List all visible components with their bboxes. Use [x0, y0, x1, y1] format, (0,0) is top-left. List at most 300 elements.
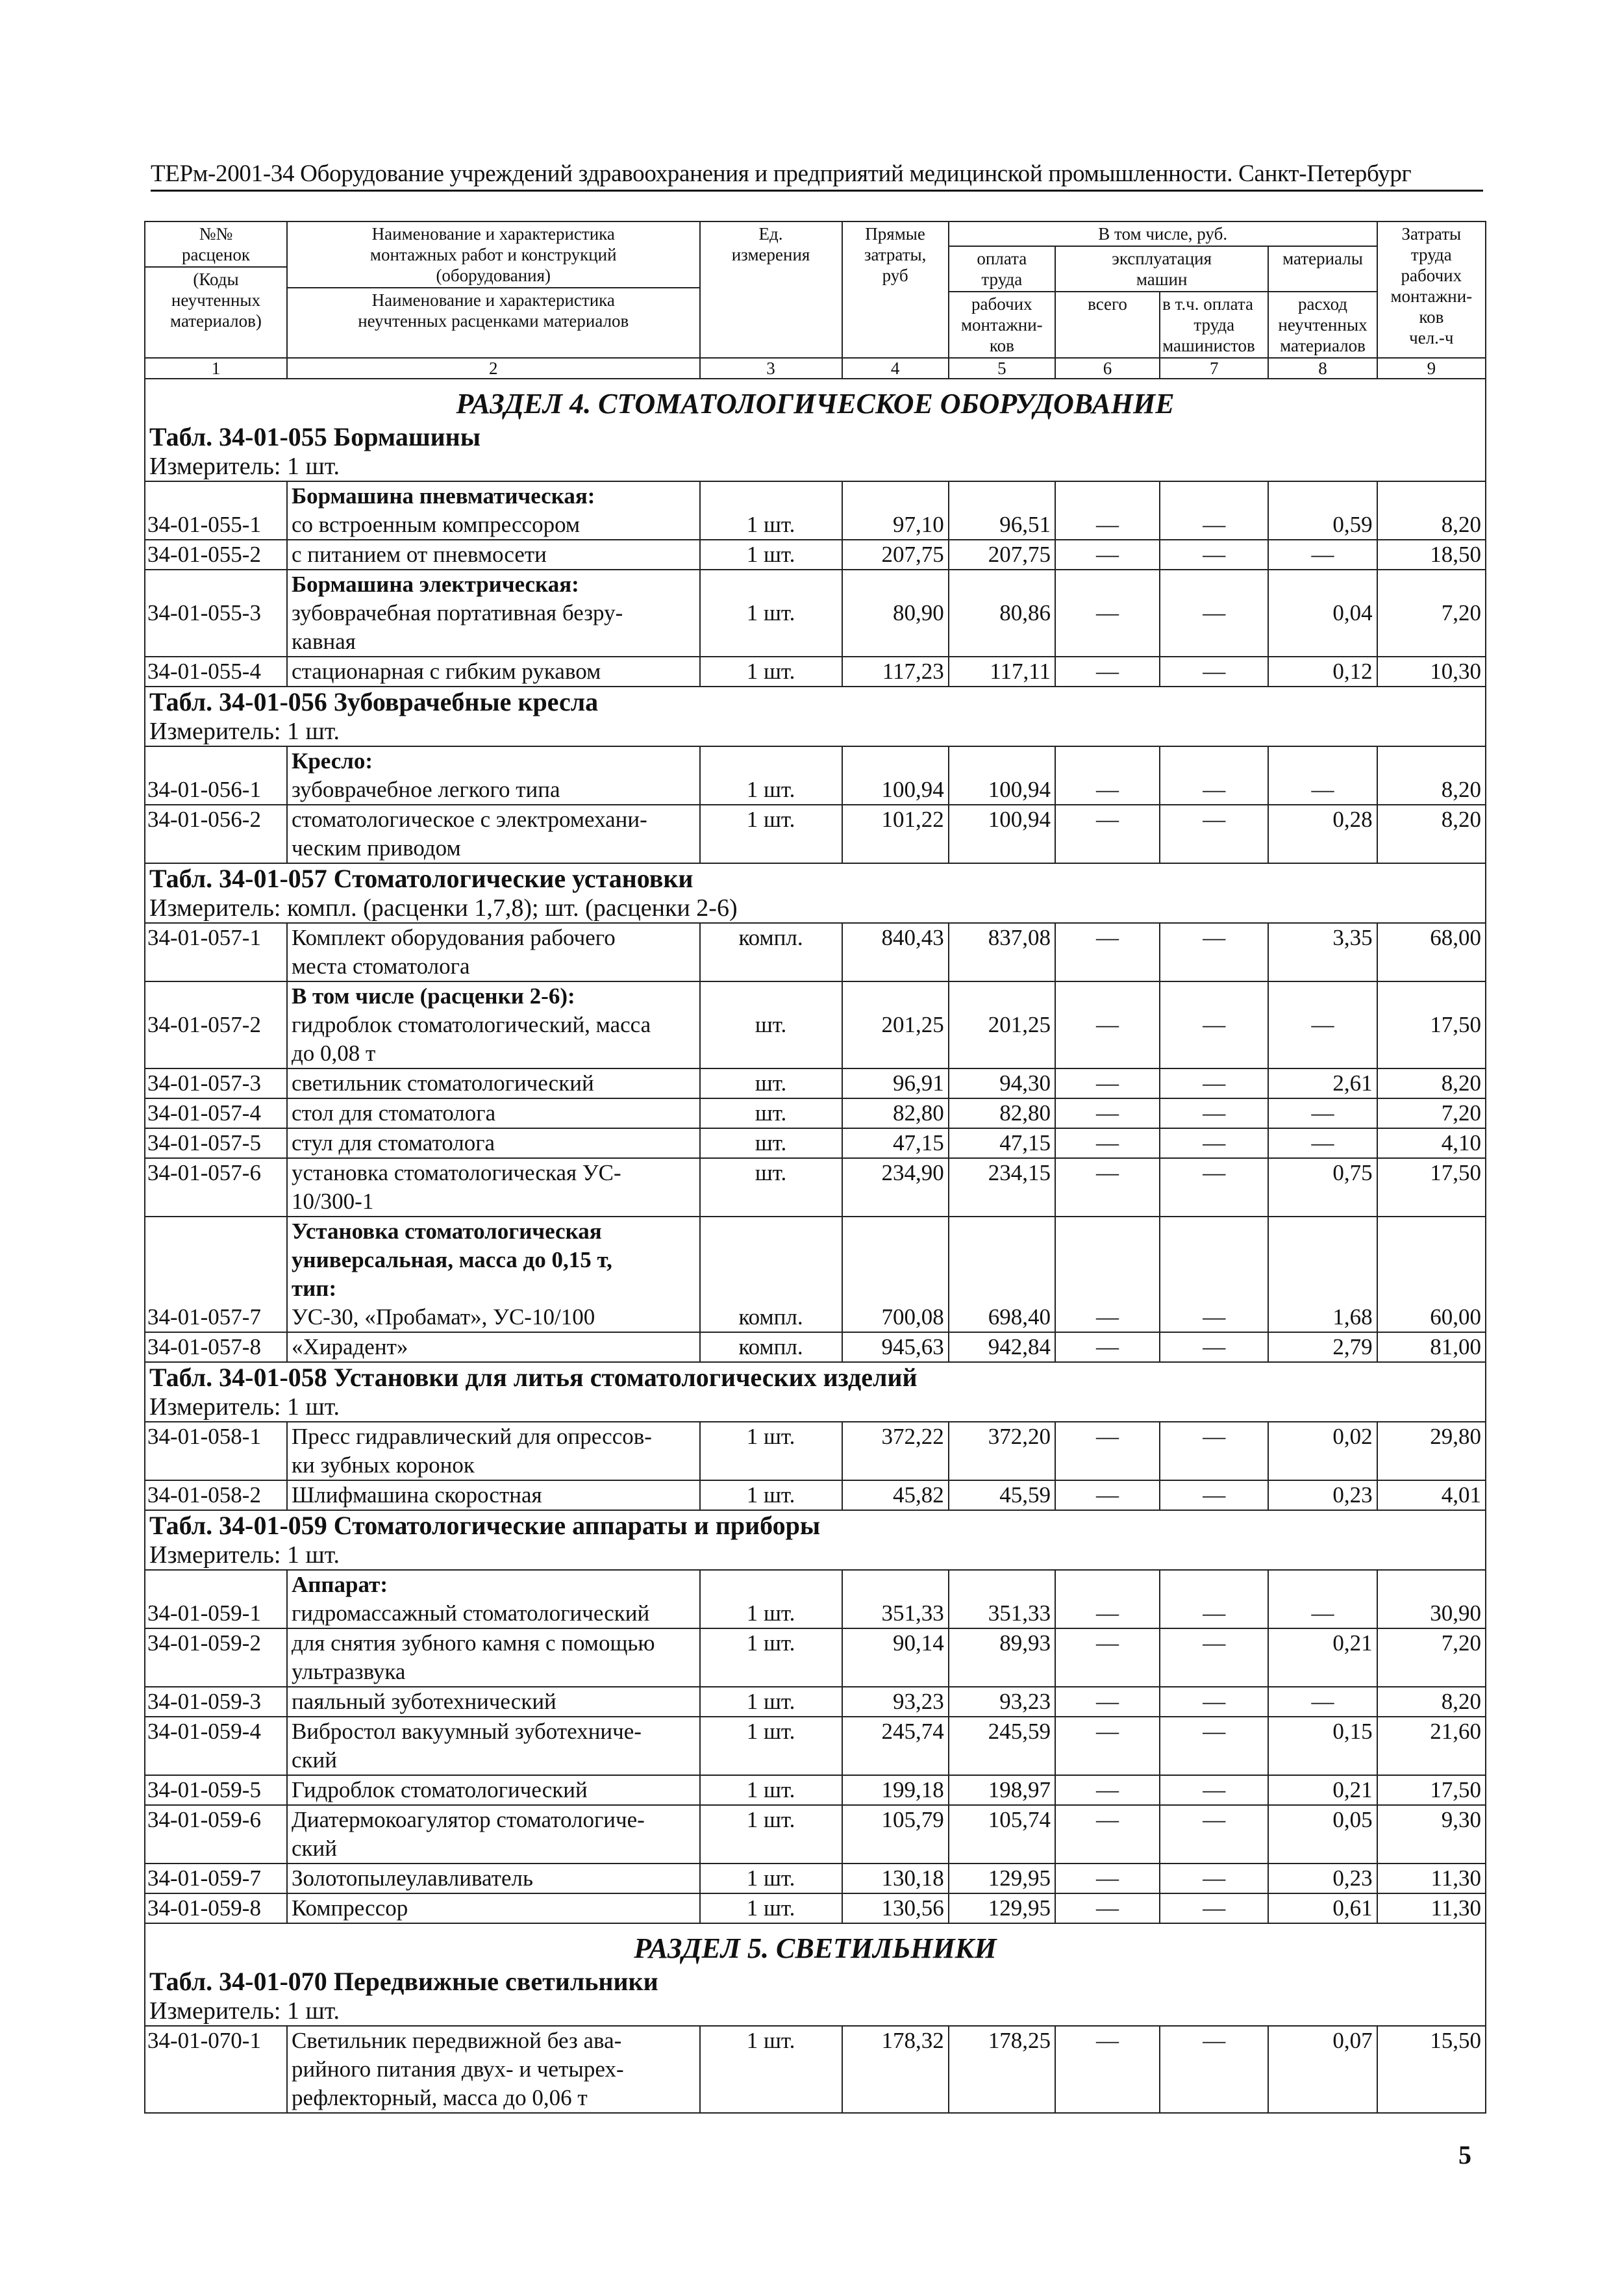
- row-pay: 47,15: [949, 1128, 1055, 1158]
- row-pay: 201,25: [949, 981, 1055, 1068]
- row-mach-pay: —: [1160, 1893, 1268, 1923]
- row-labor: 9,30: [1377, 1805, 1486, 1864]
- row-direct: 45,82: [842, 1480, 949, 1510]
- col-header-code: №№ расценок (Коды неучтенных материалов): [145, 221, 287, 358]
- row-pay: 96,51: [949, 481, 1055, 540]
- row-labor: 30,90: [1377, 1570, 1486, 1628]
- col-number: 9: [1377, 358, 1486, 379]
- row-code: 34-01-056-2: [145, 805, 287, 863]
- row-mach-pay: —: [1160, 1864, 1268, 1893]
- table-row: [145, 1717, 1486, 1775]
- row-mat: 0,21: [1268, 1628, 1377, 1687]
- table-row: [145, 1775, 1486, 1805]
- row-unit: компл.: [700, 1332, 842, 1362]
- col-header-unit: Ед. измерения: [700, 221, 842, 358]
- row-code: 34-01-057-2: [145, 981, 287, 1068]
- row-mat: 0,23: [1268, 1864, 1377, 1893]
- col-number: 7: [1160, 358, 1268, 379]
- row-name: светильник стоматологический: [287, 1068, 700, 1098]
- table-row: [145, 1687, 1486, 1717]
- row-name: «Хирадент»: [287, 1332, 700, 1362]
- row-unit: компл.: [700, 923, 842, 981]
- row-unit: 1 шт.: [700, 1422, 842, 1480]
- row-pay: 372,20: [949, 1422, 1055, 1480]
- row-code: 34-01-058-1: [145, 1422, 287, 1480]
- row-mat: 2,61: [1268, 1068, 1377, 1098]
- row-unit: 1 шт.: [700, 570, 842, 657]
- row-mach-pay: —: [1160, 1717, 1268, 1775]
- row-labor: 15,50: [1377, 2026, 1486, 2113]
- row-labor: 81,00: [1377, 1332, 1486, 1362]
- row-labor: 7,20: [1377, 570, 1486, 657]
- row-unit: 1 шт.: [700, 1864, 842, 1893]
- row-pay: 100,94: [949, 746, 1055, 805]
- row-code: 34-01-070-1: [145, 2026, 287, 2113]
- row-name: Золотопылеулавливатель: [287, 1864, 700, 1893]
- row-direct: 207,75: [842, 540, 949, 570]
- row-labor: 11,30: [1377, 1864, 1486, 1893]
- row-unit: 1 шт.: [700, 540, 842, 570]
- row-labor: 17,50: [1377, 1158, 1486, 1217]
- col-header-labor-pay: оплата труда рабочих монтажни- ков: [949, 246, 1055, 358]
- row-mach-pay: —: [1160, 481, 1268, 540]
- col-number: 1: [145, 358, 287, 379]
- row-labor: 7,20: [1377, 1098, 1486, 1128]
- table-row: [145, 657, 1486, 687]
- table-row: [145, 1893, 1486, 1923]
- row-code: 34-01-055-3: [145, 570, 287, 657]
- row-mach-total: —: [1055, 1628, 1160, 1687]
- table-measure: Измеритель: 1 шт.: [149, 1997, 340, 2025]
- row-mach-pay: —: [1160, 1805, 1268, 1864]
- row-mach-pay: —: [1160, 746, 1268, 805]
- row-labor: 4,01: [1377, 1480, 1486, 1510]
- row-mach-total: —: [1055, 1128, 1160, 1158]
- row-mach-total: —: [1055, 1098, 1160, 1128]
- row-mat: 1,68: [1268, 1217, 1377, 1332]
- table-measure: Измеритель: компл. (расценки 1,7,8); шт. (расценки 2-6): [149, 894, 738, 922]
- table-row: [145, 1332, 1486, 1362]
- row-name: Бормашина пневматическая: со встроенным компрессором: [287, 481, 700, 540]
- row-unit: 1 шт.: [700, 481, 842, 540]
- row-name: паяльный зуботехнический: [287, 1687, 700, 1717]
- table-caption: [145, 1362, 1486, 1422]
- row-unit: шт.: [700, 1068, 842, 1098]
- table-row: [145, 1570, 1486, 1628]
- row-labor: 21,60: [1377, 1717, 1486, 1775]
- row-mach-pay: —: [1160, 923, 1268, 981]
- row-labor: 29,80: [1377, 1422, 1486, 1480]
- row-direct: 372,22: [842, 1422, 949, 1480]
- table-caption: [145, 1510, 1486, 1570]
- row-direct: 47,15: [842, 1128, 949, 1158]
- row-mach-pay: —: [1160, 1628, 1268, 1687]
- row-code: 34-01-059-1: [145, 1570, 287, 1628]
- row-direct: 90,14: [842, 1628, 949, 1687]
- table-row: [145, 1805, 1486, 1864]
- row-pay: 198,97: [949, 1775, 1055, 1805]
- col-header-labor: Затраты труда рабочих монтажни- ков чел.-ч: [1377, 221, 1486, 358]
- table-caption: [145, 863, 1486, 923]
- row-direct: 101,22: [842, 805, 949, 863]
- row-code: 34-01-059-5: [145, 1775, 287, 1805]
- row-name: В том числе (расценки 2-6): гидроблок стоматологический, масса до 0,08 т: [287, 981, 700, 1068]
- row-mat: 0,02: [1268, 1422, 1377, 1480]
- row-mach-pay: —: [1160, 540, 1268, 570]
- row-mat: 0,15: [1268, 1717, 1377, 1775]
- row-unit: шт.: [700, 1128, 842, 1158]
- row-pay: 100,94: [949, 805, 1055, 863]
- row-code: 34-01-056-1: [145, 746, 287, 805]
- row-pay: 698,40: [949, 1217, 1055, 1332]
- row-name: с питанием от пневмосети: [287, 540, 700, 570]
- row-direct: 700,08: [842, 1217, 949, 1332]
- row-name: Шлифмашина скоростная: [287, 1480, 700, 1510]
- row-mat: 0,59: [1268, 481, 1377, 540]
- row-direct: 201,25: [842, 981, 949, 1068]
- row-unit: шт.: [700, 1158, 842, 1217]
- row-name: для снятия зубного камня с помощью ультразвука: [287, 1628, 700, 1687]
- row-mach-pay: —: [1160, 1068, 1268, 1098]
- row-code: 34-01-057-8: [145, 1332, 287, 1362]
- table-row: [145, 570, 1486, 657]
- col-header-mach-pay: в т.ч. оплата труда машинистов: [1160, 292, 1268, 358]
- row-code: 34-01-059-8: [145, 1893, 287, 1923]
- col-header-mach-total: всего: [1055, 292, 1160, 358]
- table-title: Табл. 34-01-056 Зубоврачебные кресла: [149, 687, 599, 716]
- table-row: [145, 805, 1486, 863]
- table-caption-row: [145, 1967, 1486, 2026]
- row-mach-total: —: [1055, 1775, 1160, 1805]
- row-mat: —: [1268, 1128, 1377, 1158]
- row-mach-pay: —: [1160, 1332, 1268, 1362]
- row-direct: 96,91: [842, 1068, 949, 1098]
- table-caption: [145, 687, 1486, 746]
- row-mat: —: [1268, 1098, 1377, 1128]
- row-name: стул для стоматолога: [287, 1128, 700, 1158]
- table-row: [145, 540, 1486, 570]
- row-labor: 60,00: [1377, 1217, 1486, 1332]
- page-header: ТЕРм-2001-34 Оборудование учреждений здравоохранения и предприятий медицинской промышленности. Санкт-Петербург: [151, 160, 1483, 192]
- table-measure: Измеритель: 1 шт.: [149, 1541, 340, 1569]
- row-pay: 178,25: [949, 2026, 1055, 2113]
- row-labor: 68,00: [1377, 923, 1486, 981]
- row-mach-total: —: [1055, 805, 1160, 863]
- table-row: [145, 1098, 1486, 1128]
- row-code: 34-01-055-1: [145, 481, 287, 540]
- col-header-mat-cons: расход неучтенных материалов: [1268, 292, 1377, 358]
- row-code: 34-01-057-4: [145, 1098, 287, 1128]
- row-name: Компрессор: [287, 1893, 700, 1923]
- row-name: Аппарат: гидромассажный стоматологический: [287, 1570, 700, 1628]
- row-mach-total: —: [1055, 1893, 1160, 1923]
- table-row: [145, 1128, 1486, 1158]
- row-labor: 10,30: [1377, 657, 1486, 687]
- row-code: 34-01-058-2: [145, 1480, 287, 1510]
- row-pay: 80,86: [949, 570, 1055, 657]
- row-mat: —: [1268, 1570, 1377, 1628]
- row-code: 34-01-059-4: [145, 1717, 287, 1775]
- row-code: 34-01-059-6: [145, 1805, 287, 1864]
- row-name: стол для стоматолога: [287, 1098, 700, 1128]
- row-labor: 8,20: [1377, 1687, 1486, 1717]
- row-direct: 100,94: [842, 746, 949, 805]
- row-mat: —: [1268, 746, 1377, 805]
- row-labor: 17,50: [1377, 1775, 1486, 1805]
- table-title: Табл. 34-01-070 Передвижные светильники: [149, 1967, 658, 1996]
- row-unit: 1 шт.: [700, 805, 842, 863]
- row-pay: 82,80: [949, 1098, 1055, 1128]
- col-number: 4: [842, 358, 949, 379]
- table-caption: [145, 1967, 1486, 2026]
- row-mach-pay: —: [1160, 570, 1268, 657]
- table-title: Табл. 34-01-057 Стоматологические установки: [149, 864, 693, 893]
- table-caption-row: [145, 422, 1486, 481]
- row-direct: 130,56: [842, 1893, 949, 1923]
- col-header-name: Наименование и характеристика монтажных работ и конструкций (оборудования) Наименование и характеристика неучтенных расценками материалов: [287, 221, 700, 358]
- row-unit: 1 шт.: [700, 1687, 842, 1717]
- row-labor: 8,20: [1377, 746, 1486, 805]
- table-measure: Измеритель: 1 шт.: [149, 1393, 340, 1421]
- row-direct: 178,32: [842, 2026, 949, 2113]
- row-code: 34-01-057-7: [145, 1217, 287, 1332]
- row-mach-total: —: [1055, 1570, 1160, 1628]
- table-row: [145, 1068, 1486, 1098]
- row-mach-total: —: [1055, 481, 1160, 540]
- row-pay: 129,95: [949, 1864, 1055, 1893]
- row-mach-total: —: [1055, 1068, 1160, 1098]
- row-name: Бормашина электрическая: зубоврачебная портативная безру- кавная: [287, 570, 700, 657]
- row-mach-pay: —: [1160, 657, 1268, 687]
- section-title: РАЗДЕЛ 5. СВЕТИЛЬНИКИ: [145, 1923, 1486, 1967]
- row-mach-total: —: [1055, 981, 1160, 1068]
- row-pay: 94,30: [949, 1068, 1055, 1098]
- row-unit: 1 шт.: [700, 1805, 842, 1864]
- row-labor: 8,20: [1377, 805, 1486, 863]
- row-pay: 245,59: [949, 1717, 1055, 1775]
- col-number: 3: [700, 358, 842, 379]
- row-labor: 18,50: [1377, 540, 1486, 570]
- section-row: [145, 379, 1486, 422]
- row-direct: 199,18: [842, 1775, 949, 1805]
- row-labor: 8,20: [1377, 1068, 1486, 1098]
- row-mach-pay: —: [1160, 1217, 1268, 1332]
- table-row: [145, 1158, 1486, 1217]
- row-name: Диатермокоагулятор стоматологиче- ский: [287, 1805, 700, 1864]
- table-caption-row: [145, 1510, 1486, 1570]
- table-row: [145, 481, 1486, 540]
- row-pay: 89,93: [949, 1628, 1055, 1687]
- row-code: 34-01-059-3: [145, 1687, 287, 1717]
- row-pay: 207,75: [949, 540, 1055, 570]
- row-mach-total: —: [1055, 1332, 1160, 1362]
- row-mach-total: —: [1055, 1422, 1160, 1480]
- row-mat: 0,12: [1268, 657, 1377, 687]
- row-pay: 234,15: [949, 1158, 1055, 1217]
- row-mat: —: [1268, 540, 1377, 570]
- row-code: 34-01-057-1: [145, 923, 287, 981]
- row-mat: —: [1268, 1687, 1377, 1717]
- table-title: Табл. 34-01-058 Установки для литья стоматологических изделий: [149, 1363, 918, 1392]
- table-caption-row: [145, 1362, 1486, 1422]
- row-direct: 97,10: [842, 481, 949, 540]
- col-header-incl: В том числе, руб.: [949, 221, 1377, 246]
- row-mach-total: —: [1055, 570, 1160, 657]
- row-mat: 0,61: [1268, 1893, 1377, 1923]
- table-row: [145, 1422, 1486, 1480]
- row-mach-total: —: [1055, 1158, 1160, 1217]
- row-mach-total: —: [1055, 540, 1160, 570]
- row-direct: 351,33: [842, 1570, 949, 1628]
- row-mach-pay: —: [1160, 1687, 1268, 1717]
- table-measure: Измеритель: 1 шт.: [149, 453, 340, 480]
- row-pay: 105,74: [949, 1805, 1055, 1864]
- row-pay: 93,23: [949, 1687, 1055, 1717]
- table-caption-row: [145, 687, 1486, 746]
- row-pay: 129,95: [949, 1893, 1055, 1923]
- row-unit: 1 шт.: [700, 1893, 842, 1923]
- row-unit: 1 шт.: [700, 1570, 842, 1628]
- col-number: 2: [287, 358, 700, 379]
- row-direct: 234,90: [842, 1158, 949, 1217]
- row-mach-pay: —: [1160, 1422, 1268, 1480]
- row-mach-total: —: [1055, 1717, 1160, 1775]
- row-mach-total: —: [1055, 746, 1160, 805]
- table-row: [145, 1628, 1486, 1687]
- row-mat: 0,28: [1268, 805, 1377, 863]
- row-code: 34-01-059-7: [145, 1864, 287, 1893]
- row-mach-total: —: [1055, 2026, 1160, 2113]
- row-pay: 45,59: [949, 1480, 1055, 1510]
- row-unit: 1 шт.: [700, 657, 842, 687]
- row-unit: шт.: [700, 1098, 842, 1128]
- row-mach-total: —: [1055, 1864, 1160, 1893]
- row-unit: 1 шт.: [700, 746, 842, 805]
- row-direct: 105,79: [842, 1805, 949, 1864]
- row-unit: 1 шт.: [700, 1480, 842, 1510]
- row-code: 34-01-057-3: [145, 1068, 287, 1098]
- row-mach-pay: —: [1160, 1480, 1268, 1510]
- row-labor: 7,20: [1377, 1628, 1486, 1687]
- table-caption: [145, 422, 1486, 481]
- row-mat: 2,79: [1268, 1332, 1377, 1362]
- row-pay: 117,11: [949, 657, 1055, 687]
- table-row: [145, 1864, 1486, 1893]
- table-header-row-1: [145, 221, 1486, 246]
- row-code: 34-01-055-2: [145, 540, 287, 570]
- row-mach-total: —: [1055, 1687, 1160, 1717]
- row-mat: 0,23: [1268, 1480, 1377, 1510]
- table-title: Табл. 34-01-055 Бормашины: [149, 422, 481, 451]
- row-code: 34-01-057-5: [145, 1128, 287, 1158]
- row-mach-total: —: [1055, 1480, 1160, 1510]
- table-row: [145, 1217, 1486, 1332]
- row-pay: 942,84: [949, 1332, 1055, 1362]
- row-mach-total: —: [1055, 1805, 1160, 1864]
- row-mach-pay: —: [1160, 805, 1268, 863]
- col-number: 5: [949, 358, 1055, 379]
- table-row: [145, 923, 1486, 981]
- row-name: стоматологическое с электромехани- ческим приводом: [287, 805, 700, 863]
- col-header-direct: Прямые затраты, руб: [842, 221, 949, 358]
- col-number: 6: [1055, 358, 1160, 379]
- col-number: 8: [1268, 358, 1377, 379]
- row-mach-pay: —: [1160, 1775, 1268, 1805]
- row-direct: 945,63: [842, 1332, 949, 1362]
- row-name: Вибростол вакуумный зуботехниче- ский: [287, 1717, 700, 1775]
- row-name: Гидроблок стоматологический: [287, 1775, 700, 1805]
- row-labor: 11,30: [1377, 1893, 1486, 1923]
- table-row: [145, 981, 1486, 1068]
- table-title: Табл. 34-01-059 Стоматологические аппараты и приборы: [149, 1511, 821, 1540]
- row-unit: 1 шт.: [700, 2026, 842, 2113]
- section-row: [145, 1923, 1486, 1967]
- row-direct: 130,18: [842, 1864, 949, 1893]
- section-title: РАЗДЕЛ 4. СТОМАТОЛОГИЧЕСКОЕ ОБОРУДОВАНИЕ: [145, 379, 1486, 422]
- row-mat: 3,35: [1268, 923, 1377, 981]
- table-row: [145, 1480, 1486, 1510]
- row-name: установка стоматологическая УС- 10/300-1: [287, 1158, 700, 1217]
- row-labor: 4,10: [1377, 1128, 1486, 1158]
- row-mat: 0,21: [1268, 1775, 1377, 1805]
- row-mat: 0,04: [1268, 570, 1377, 657]
- row-labor: 17,50: [1377, 981, 1486, 1068]
- row-unit: шт.: [700, 981, 842, 1068]
- row-mach-pay: —: [1160, 1570, 1268, 1628]
- table-row: [145, 2026, 1486, 2113]
- row-name: Установка стоматологическая универсальная, масса до 0,15 т, тип: УС-30, «Пробамат», УС-10/100: [287, 1217, 700, 1332]
- row-code: 34-01-057-6: [145, 1158, 287, 1217]
- row-unit: 1 шт.: [700, 1717, 842, 1775]
- row-mach-pay: —: [1160, 981, 1268, 1068]
- col-header-materials: материалы: [1268, 246, 1377, 292]
- row-unit: 1 шт.: [700, 1628, 842, 1687]
- row-pay: 837,08: [949, 923, 1055, 981]
- row-mat: 0,75: [1268, 1158, 1377, 1217]
- table-caption-row: [145, 863, 1486, 923]
- row-direct: 117,23: [842, 657, 949, 687]
- row-code: 34-01-059-2: [145, 1628, 287, 1687]
- col-header-machines: эксплуатация машин: [1055, 246, 1268, 292]
- column-numbers-row: [145, 358, 1486, 379]
- row-name: Комплект оборудования рабочего места стоматолога: [287, 923, 700, 981]
- row-mat: 0,05: [1268, 1805, 1377, 1864]
- row-name: Пресс гидравлический для опрессов- ки зубных коронок: [287, 1422, 700, 1480]
- row-direct: 82,80: [842, 1098, 949, 1128]
- row-mach-pay: —: [1160, 1158, 1268, 1217]
- row-labor: 8,20: [1377, 481, 1486, 540]
- row-direct: 93,23: [842, 1687, 949, 1717]
- page-number: 5: [1458, 2140, 1471, 2169]
- row-direct: 840,43: [842, 923, 949, 981]
- row-name: Кресло: зубоврачебное легкого типа: [287, 746, 700, 805]
- row-mat: —: [1268, 981, 1377, 1068]
- row-mach-pay: —: [1160, 1128, 1268, 1158]
- row-mach-total: —: [1055, 657, 1160, 687]
- row-mat: 0,07: [1268, 2026, 1377, 2113]
- row-mach-pay: —: [1160, 2026, 1268, 2113]
- table-measure: Измеритель: 1 шт.: [149, 718, 340, 745]
- row-direct: 245,74: [842, 1717, 949, 1775]
- row-unit: компл.: [700, 1217, 842, 1332]
- row-mach-pay: —: [1160, 1098, 1268, 1128]
- row-code: 34-01-055-4: [145, 657, 287, 687]
- row-mach-total: —: [1055, 1217, 1160, 1332]
- row-unit: 1 шт.: [700, 1775, 842, 1805]
- row-name: Светильник передвижной без ава- рийного питания двух- и четырех- рефлекторный, масса до 0,06 т: [287, 2026, 700, 2113]
- row-direct: 80,90: [842, 570, 949, 657]
- row-pay: 351,33: [949, 1570, 1055, 1628]
